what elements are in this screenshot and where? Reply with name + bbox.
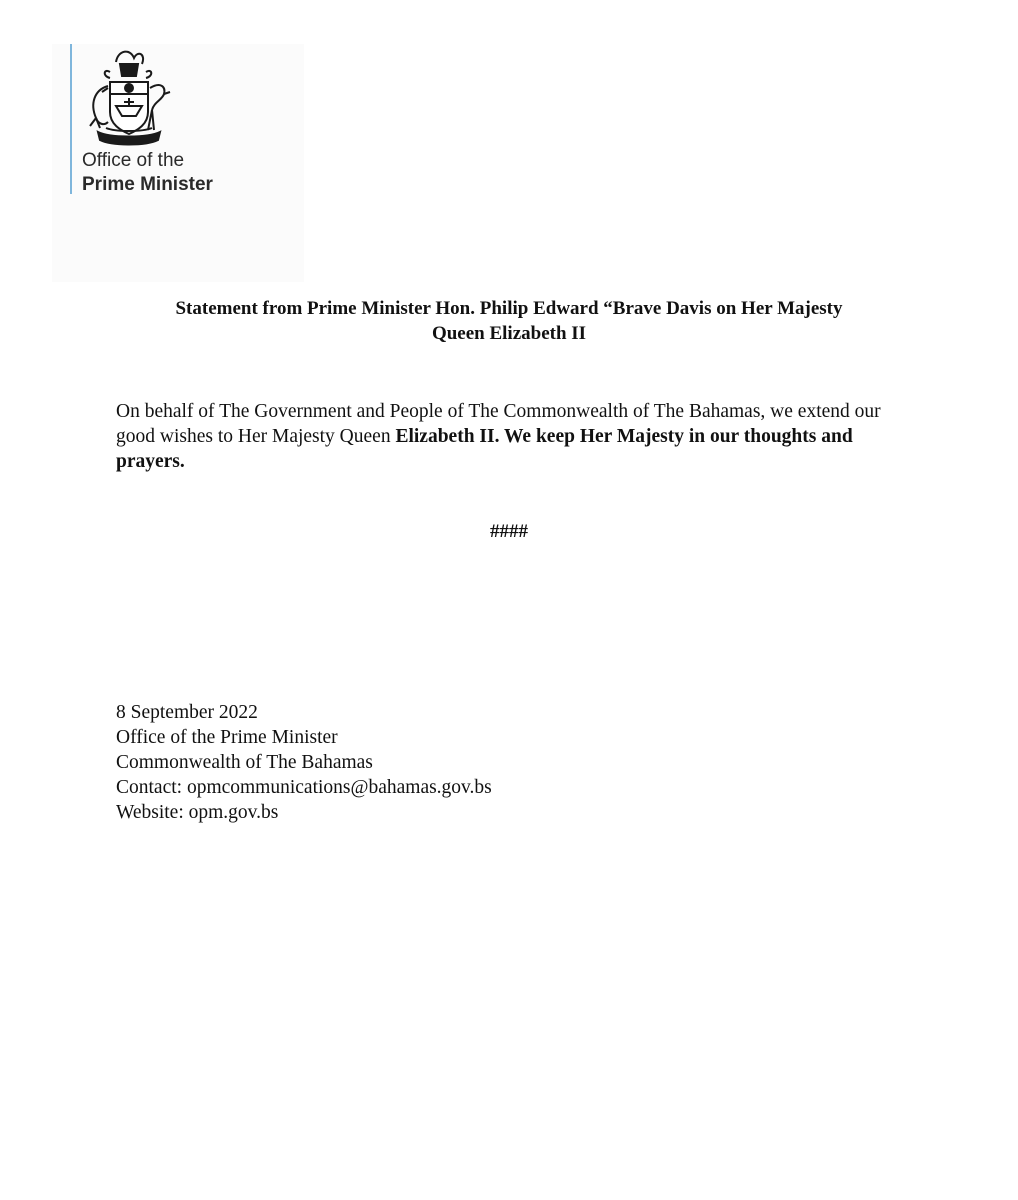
footer-block [116, 700, 492, 825]
org-name-line1: Office of the [82, 150, 185, 171]
org-name-line2: Prime Minister [82, 174, 213, 195]
footer-office: Office of the Prime Minister [116, 727, 338, 748]
letterhead-divider [70, 44, 72, 194]
statement-title [100, 296, 918, 346]
statement-title-line2: Queen Elizabeth II [431, 323, 587, 344]
statement-title-line1: Statement from Prime Minister Hon. Philip Edward “Brave Davis on Her Majesty [175, 298, 843, 319]
coat-of-arms-icon [80, 42, 172, 150]
statement-body [116, 399, 906, 474]
footer-date: 8 September 2022 [116, 702, 258, 723]
footer-contact: Contact: opmcommunications@bahamas.gov.bs [116, 777, 492, 798]
statement-body-regular: On behalf of The Government and People of The Commonwealth of The Bahamas, we extend our good wishes to Her Majesty Queen [116, 401, 881, 447]
statement-body-bold: Elizabeth II. We keep Her Majesty in our thoughts and prayers. [116, 426, 853, 472]
footer-country: Commonwealth of The Bahamas [116, 752, 373, 773]
end-separator: #### [490, 521, 528, 542]
footer-website: Website: opm.gov.bs [116, 802, 279, 823]
